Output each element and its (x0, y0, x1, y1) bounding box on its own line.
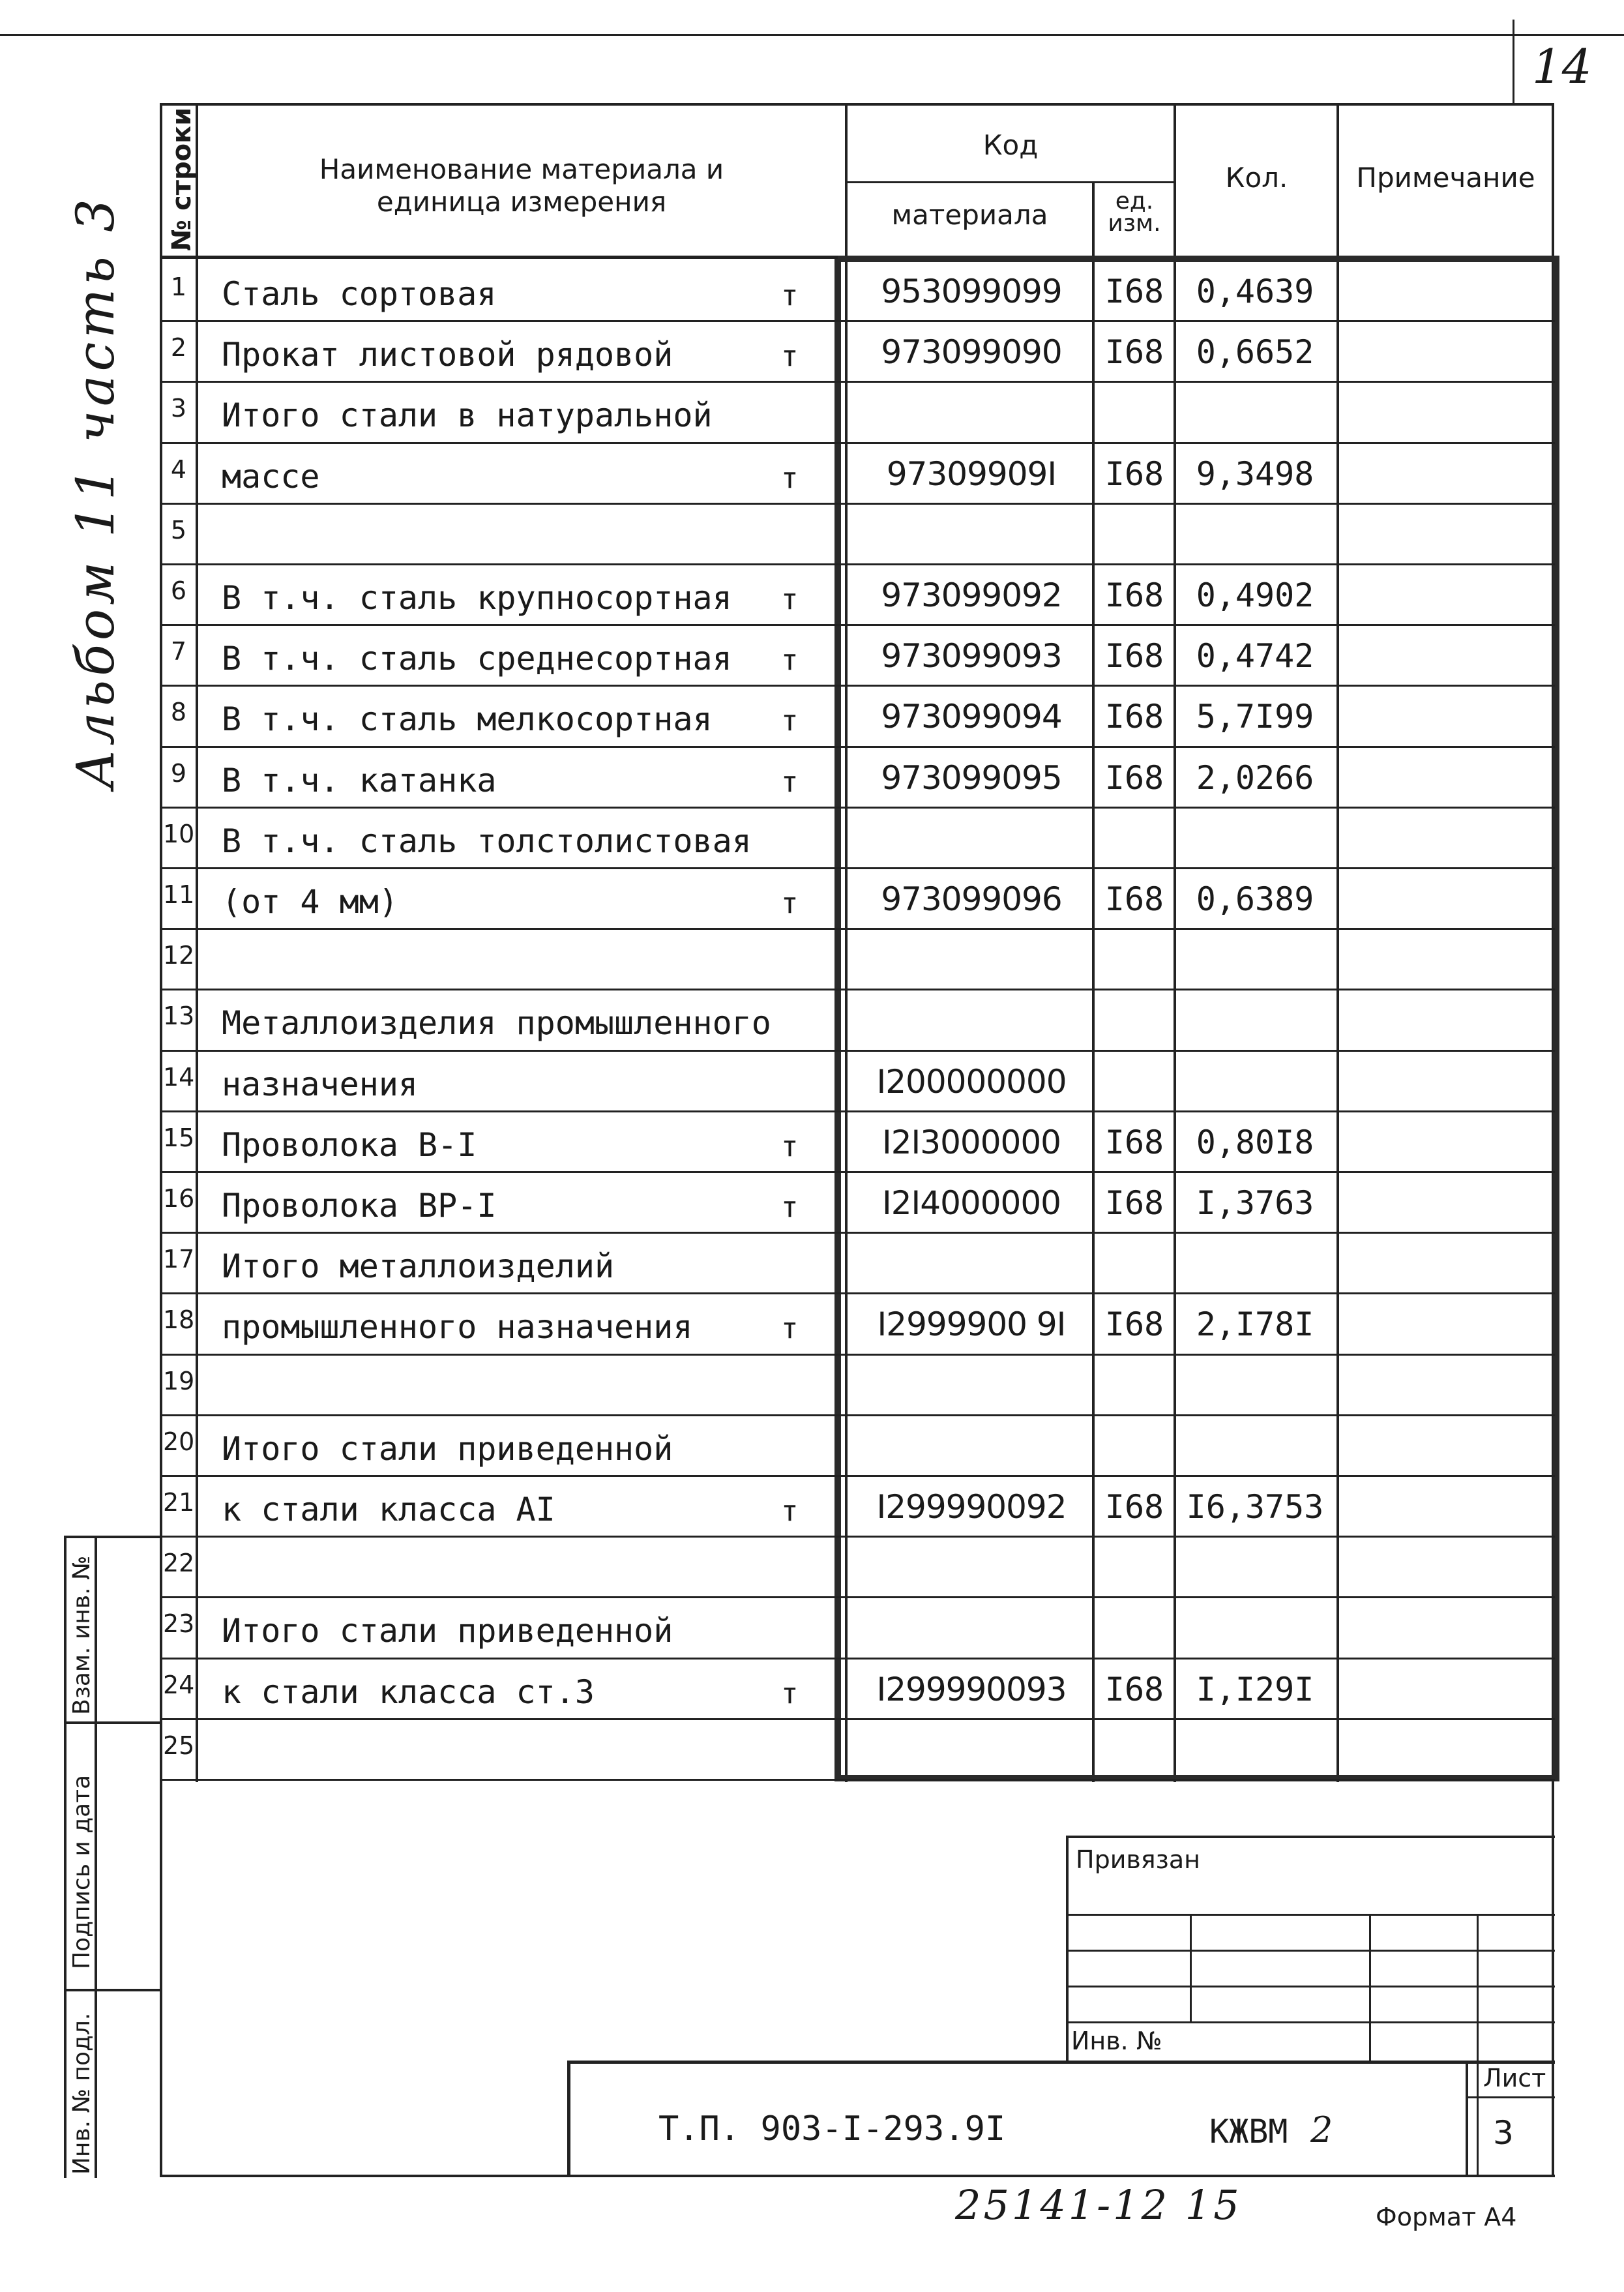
row-unit-code: I68 (1104, 1305, 1164, 1344)
tb-list-label: Лист (1483, 2064, 1546, 2092)
row-name: массе (222, 457, 320, 496)
row-qty: 0,6389 (1196, 880, 1314, 918)
tb-main-top (567, 2061, 1555, 2064)
row-number: 12 (163, 941, 195, 970)
stamp-vzam: Взам. инв. № (68, 1555, 95, 1715)
row-number: 18 (163, 1305, 195, 1335)
row-name: Сталь сортовая (222, 275, 497, 313)
row-name: Прокат листовой рядовой (222, 336, 673, 374)
row-name: промышленного назначения (222, 1308, 693, 1347)
stamp-left-border (64, 1536, 66, 2178)
stamp-div1 (64, 1721, 162, 1724)
row-qty: I,I29I (1196, 1670, 1314, 1708)
header-unit-line2: изм. (1108, 210, 1161, 237)
col-qty-line (1336, 103, 1339, 1782)
tb-row1 (1066, 1914, 1555, 1916)
row-unit-code: I68 (1104, 1123, 1164, 1161)
row-separator (160, 624, 1555, 626)
row-code: I2999900 9I (877, 1305, 1066, 1344)
body-frame-left (834, 256, 841, 1781)
tb-main-left (567, 2061, 570, 2177)
row-separator (160, 320, 1555, 322)
row-unit: т (781, 340, 799, 374)
footer-format: Формат А4 (1376, 2203, 1517, 2231)
row-separator (160, 1596, 1555, 1598)
row-name: В т.ч. сталь среднесортная (222, 640, 732, 678)
row-unit: т (781, 765, 799, 799)
row-number: 7 (170, 637, 187, 666)
row-separator (160, 1354, 1555, 1356)
row-unit: т (781, 1495, 799, 1528)
row-separator (160, 989, 1555, 990)
row-unit-code: I68 (1104, 1184, 1164, 1222)
row-number: 25 (163, 1731, 195, 1760)
row-name: к стали класса ст.3 (222, 1673, 595, 1711)
body-frame-top (834, 256, 1559, 262)
tb-doc-code: КЖВМ (1209, 2113, 1288, 2151)
header-note: Примечание (1356, 162, 1535, 194)
row-qty: 9,3498 (1196, 454, 1314, 493)
row-qty: 5,7I99 (1196, 698, 1314, 736)
row-unit: т (781, 644, 799, 677)
row-code: I200000000 (876, 1062, 1067, 1101)
row-separator (160, 1110, 1555, 1112)
row-separator (160, 1414, 1555, 1416)
tb-top (1066, 1836, 1555, 1838)
row-name: Итого стали приведенной (222, 1429, 673, 1468)
tb-list-number: 3 (1493, 2114, 1514, 2152)
row-unit-code: I68 (1104, 880, 1164, 918)
row-separator (160, 807, 1555, 809)
row-qty: I,3763 (1196, 1184, 1314, 1222)
row-number: 1 (170, 273, 187, 301)
row-unit: т (781, 1191, 799, 1224)
row-number: 10 (163, 819, 195, 848)
row-separator (160, 442, 1555, 444)
row-name: Итого металлоизделий (222, 1247, 615, 1286)
row-unit-code: I68 (1104, 1488, 1164, 1526)
row-number: 22 (163, 1549, 195, 1578)
row-number: 11 (163, 880, 195, 909)
col-ed-line (1174, 103, 1176, 1782)
row-qty: 0,4742 (1196, 637, 1314, 676)
row-unit: т (781, 1129, 799, 1163)
row-unit: т (781, 1312, 799, 1346)
stamp-podpis: Подпись и дата (68, 1774, 95, 1969)
row-code: I2I4000000 (882, 1184, 1061, 1222)
row-code: 973099095 (881, 758, 1062, 797)
row-separator (160, 928, 1555, 930)
row-number: 17 (163, 1245, 195, 1274)
row-unit-code: I68 (1104, 576, 1164, 614)
row-code: 973099090 (881, 333, 1062, 372)
row-number: 9 (170, 758, 187, 788)
tb-row3 (1066, 1986, 1555, 1987)
tb-inv-no: Инв. № (1071, 2027, 1162, 2055)
tb-row4 (1066, 2021, 1555, 2023)
row-number: 4 (170, 454, 187, 484)
header-qty: Кол. (1225, 162, 1288, 194)
row-number: 24 (163, 1670, 195, 1699)
row-name: Проволока В-I (222, 1125, 477, 1164)
row-separator (160, 381, 1555, 383)
tb-doc-number: Т.П. 903-I-293.9I (658, 2109, 1006, 2149)
row-name: Металлоизделия промышленного (222, 1004, 771, 1043)
row-number: 13 (163, 1002, 195, 1031)
stamp-inv: Инв. № подл. (68, 2012, 95, 2175)
row-name: назначения (222, 1065, 419, 1103)
row-unit: т (781, 583, 799, 616)
row-number: 8 (170, 698, 187, 727)
row-unit-code: I68 (1104, 273, 1164, 310)
footer-handwritten-number: 25141-12 15 (955, 2181, 1242, 2229)
row-name: Итого стали в натуральной (222, 396, 713, 435)
header-unit-line1: ед. (1115, 188, 1154, 215)
page-bottom-border (160, 2175, 1555, 2177)
tb-col3 (1477, 1914, 1479, 2175)
row-name: (от 4 мм) (222, 883, 398, 921)
row-code: I299990093 (876, 1670, 1067, 1708)
table-left-border (160, 103, 162, 2177)
row-qty: 2,0266 (1196, 758, 1314, 797)
row-name: В т.ч. сталь крупносортная (222, 579, 732, 617)
tb-privyazan: Привязан (1076, 1845, 1200, 1874)
row-number: 15 (163, 1123, 195, 1152)
row-number: 5 (170, 515, 187, 544)
row-code: 973099092 (881, 576, 1062, 614)
row-qty: 0,80I8 (1196, 1123, 1314, 1161)
stamp-top (64, 1536, 162, 1538)
row-qty: 0,6652 (1196, 333, 1314, 372)
row-separator (160, 1658, 1555, 1659)
row-unit-code: I68 (1104, 333, 1164, 372)
row-name: В т.ч. сталь толстолистовая (222, 822, 752, 860)
col-code-line (1092, 183, 1095, 1782)
row-separator (160, 1718, 1555, 1720)
row-number: 3 (170, 394, 187, 423)
row-separator (160, 1171, 1555, 1173)
row-name: к стали класса АI (222, 1491, 555, 1528)
row-code: 973099093 (881, 637, 1062, 676)
row-number: 20 (163, 1427, 195, 1456)
header-name-line1: Наименование материала и (319, 153, 724, 185)
page-number: 14 (1532, 39, 1592, 94)
header-code: Код (982, 129, 1039, 161)
code-subheader-line (845, 181, 1174, 183)
row-code: 953099099 (881, 273, 1062, 310)
row-qty: I6,3753 (1186, 1488, 1324, 1526)
row-number: 21 (163, 1488, 195, 1517)
row-separator (160, 685, 1555, 687)
stamp-div2 (64, 1989, 162, 1991)
tb-doc-code-num: 2 (1310, 2109, 1333, 2151)
row-unit: т (781, 887, 799, 920)
row-unit-code: I68 (1104, 758, 1164, 797)
tb-col1 (1190, 1914, 1192, 2021)
row-qty: 0,4639 (1196, 273, 1314, 310)
header-material: материала (891, 199, 1048, 231)
row-name: В т.ч. катанка (222, 761, 497, 799)
album-margin-note: Альбом 11 часть 3 (65, 194, 126, 789)
row-unit-code: I68 (1104, 454, 1164, 493)
row-separator (160, 1292, 1555, 1294)
row-code: I299990092 (876, 1488, 1067, 1526)
row-code: I2I3000000 (882, 1123, 1061, 1161)
row-separator (160, 1779, 1555, 1781)
row-qty: 2,I78I (1196, 1305, 1314, 1344)
row-separator (160, 867, 1555, 869)
row-unit: т (781, 279, 799, 312)
row-name: Итого стали приведенной (222, 1612, 673, 1650)
row-separator (160, 563, 1555, 565)
row-unit-code: I68 (1104, 637, 1164, 676)
row-separator (160, 1050, 1555, 1052)
row-qty: 0,4902 (1196, 576, 1314, 614)
row-code: 97309909I (886, 454, 1057, 493)
tb-left (1066, 1836, 1069, 2061)
top-rule (0, 34, 1624, 36)
table-top-border (160, 103, 1554, 106)
tb-list-left (1466, 2061, 1468, 2177)
row-code: 973099094 (881, 698, 1062, 736)
col-rowno-line (196, 103, 198, 1782)
header-name-line2: единица измерения (376, 186, 667, 218)
header-bottom-line (160, 256, 838, 259)
page-number-divider (1513, 20, 1514, 104)
body-frame-right (1553, 256, 1559, 1781)
row-number: 16 (163, 1184, 195, 1213)
row-unit: т (781, 704, 799, 738)
row-number: 23 (163, 1609, 195, 1639)
tb-list-div (1466, 2096, 1555, 2098)
row-number: 2 (170, 333, 187, 363)
row-number: 19 (163, 1366, 195, 1395)
tb-row2 (1066, 1950, 1555, 1952)
row-unit: т (781, 461, 799, 495)
tb-col2 (1369, 1914, 1371, 2061)
row-separator (160, 1536, 1555, 1538)
row-number: 6 (170, 576, 187, 605)
row-unit-code: I68 (1104, 1670, 1164, 1708)
row-number: 14 (163, 1062, 195, 1092)
row-code: 973099096 (881, 880, 1062, 918)
header-row-no: № строки (167, 107, 197, 251)
row-separator (160, 746, 1555, 748)
row-unit-code: I68 (1104, 698, 1164, 736)
row-separator (160, 1232, 1555, 1234)
row-name: В т.ч. сталь мелкосортная (222, 700, 713, 739)
row-unit: т (781, 1676, 799, 1710)
row-separator (160, 1475, 1555, 1477)
row-separator (160, 503, 1555, 505)
row-name: Проволока ВР-I (222, 1187, 497, 1225)
